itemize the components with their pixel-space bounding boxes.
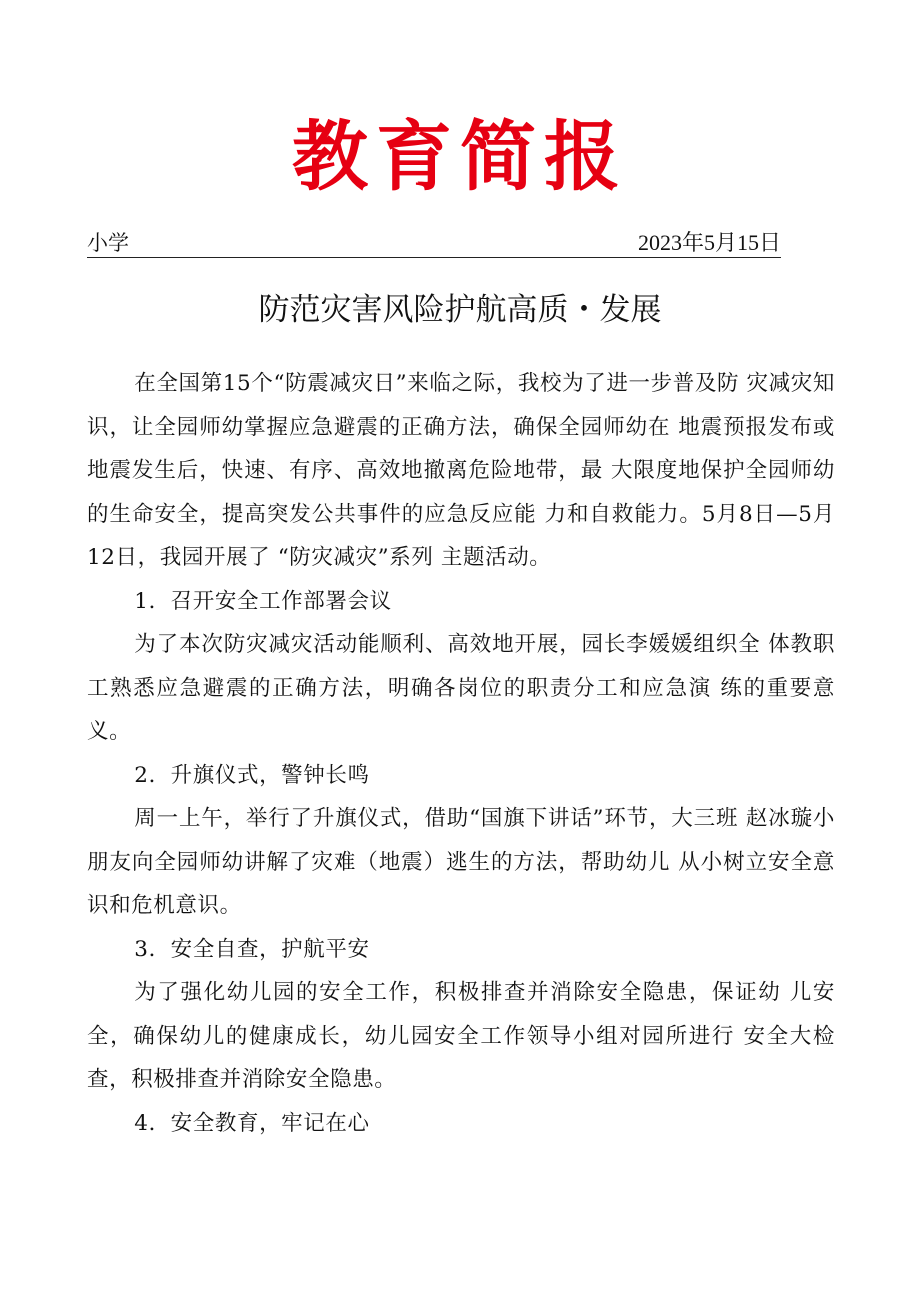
school-name: 小学 [87, 231, 129, 255]
article-body [87, 362, 835, 1145]
section-body-1: 为了本次防灾减灾活动能顺利、高效地开展，园长李媛媛组织全 体教职工熟悉应急避震的正确方法，明确各岗位的职责分工和应急演 练的重要意义。 [87, 632, 835, 744]
section-heading-2: 2．升旗仪式，警钟长鸣 [134, 762, 370, 788]
section-heading-4: 4．安全教育，牢记在心 [134, 1110, 370, 1136]
issue-info-bar [87, 229, 781, 258]
section-body-3: 为了强化幼儿园的安全工作，积极排查并消除安全隐患，保证幼 儿安全，确保幼儿的健康成长，幼儿园安全工作领导小组对园所进行 安全大检查，积极排查并消除安全隐患。 [87, 980, 835, 1092]
section-heading-3: 3．安全自查，护航平安 [134, 936, 370, 962]
issue-date: 2023年5月15日 [637, 230, 781, 255]
section-heading-1: 1．召开安全工作部署会议 [134, 588, 392, 614]
intro-paragraph: 在全国第15个“防震减灾日”来临之际，我校为了进一步普及防 灾减灾知识，让全园师幼掌握应急避震的正确方法，确保全园师幼在 地震预报发布或地震发生后，快速、有序、高效地撤离危险地带，最 大限度地保护全园师幼的生命安全，提高突发公共事件的应急反应能 力和自救能力。5月8日—5月12日，我园开展了 “防灾减灾”系列 主题活动。 [87, 371, 835, 570]
newsletter-masthead: 教育简报 [292, 112, 628, 201]
article-headline: 防范灾害风险护航高质・发展 [258, 292, 662, 328]
section-body-2: 周一上午，举行了升旗仪式，借助“国旗下讲话”环节，大三班 赵冰璇小朋友向全园师幼讲解了灾难（地震）逃生的方法，帮助幼儿 从小树立安全意识和危机意识。 [87, 806, 835, 918]
